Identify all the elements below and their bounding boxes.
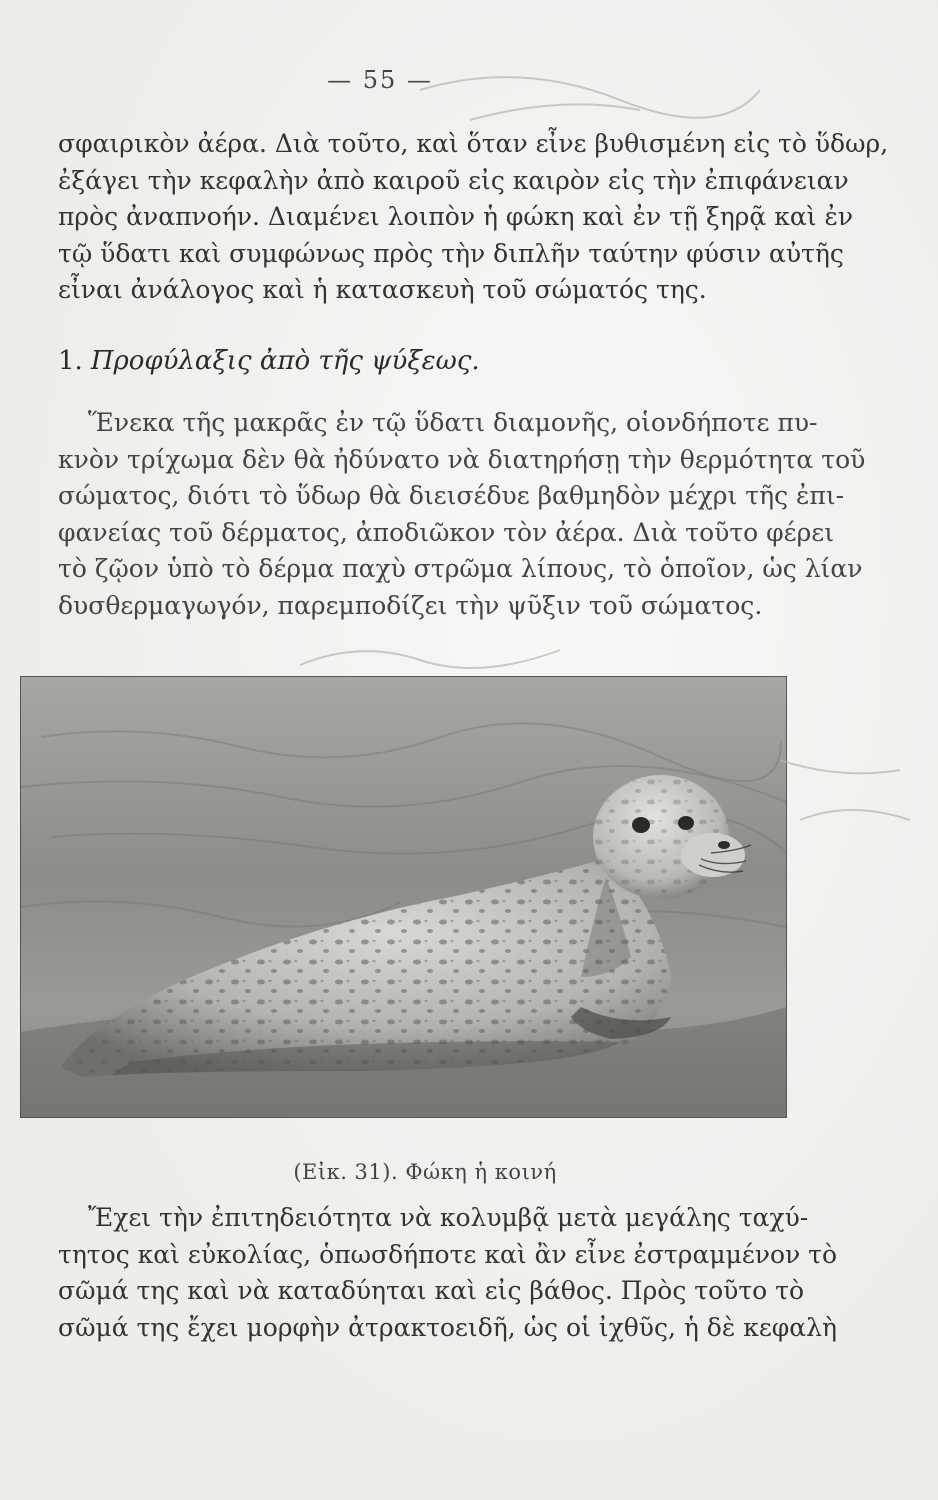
seal-photograph: [20, 676, 787, 1118]
text-line: σῶμά της ἔχει μορφὴν ἀτρακτοειδῆ, ὡς οἱ ἰχθῦς, ἡ δὲ κεφαλὴ: [58, 1312, 838, 1342]
section-title: Προφύλαξις ἀπὸ τῆς ψύξεως.: [90, 346, 480, 376]
page-number: — 55 —: [327, 66, 433, 94]
text-line: πρὸς ἀναπνοήν. Διαμένει λοιπὸν ἡ φώκη καὶ ἐν τῇ ξηρᾷ καὶ ἐν: [58, 202, 854, 231]
figure-caption: (Εἰκ. 31). Φώκη ἡ κοινή: [293, 1160, 557, 1184]
section-number: 1.: [58, 346, 83, 376]
section-heading: [58, 346, 480, 376]
seal-illustration: [21, 677, 786, 1117]
text-line: σῶμά της καὶ νὰ καταδύηται καὶ εἰς βάθος. Πρὸς τοῦτο τὸ: [58, 1276, 805, 1305]
paragraph-bottom: [58, 1200, 838, 1346]
text-line: τὸ ζῷον ὑπὸ τὸ δέρμα παχὺ στρῶμα λίπους, τὸ ὁποῖον, ὡς λίαν: [58, 554, 863, 583]
text-line: ἐξάγει τὴν κεφαλὴν ἀπὸ καιροῦ εἰς καιρὸν εἰς τὴν ἐπιφάνειαν: [58, 165, 849, 195]
paragraph-mid: [58, 405, 866, 624]
text-line: κνὸν τρίχωμα δὲν θὰ ἠδύνατο νὰ διατηρήσῃ τὴν θερμότητα τοῦ: [58, 444, 866, 474]
text-line: Ἔχει τὴν ἐπιτηδειότητα νὰ κολυμβᾷ μετὰ μεγάλης ταχύ-: [88, 1203, 809, 1232]
text-line: εἶναι ἀνάλογος καὶ ἡ κατασκευὴ τοῦ σώματός της.: [58, 275, 707, 304]
text-line: σφαιρικὸν ἀέρα. Διὰ τοῦτο, καὶ ὅταν εἶνε βυθισμένη εἰς τὸ ὕδωρ,: [58, 129, 889, 158]
text-line: τῷ ὕδατι καὶ συμφώνως πρὸς τὴν διπλῆν ταύτην φύσιν αὐτῆς: [58, 238, 844, 268]
text-line: φανείας τοῦ δέρματος, ἀποδιῶκον τὸν ἀέρα. Διὰ τοῦτο φέρει: [58, 517, 835, 547]
text-line: σώματος, διότι τὸ ὕδωρ θὰ διεισέδυε βαθμηδὸν μέχρι τῆς ἐπι-: [58, 481, 845, 510]
text-line: Ἕνεκα τῆς μακρᾶς ἐν τῷ ὕδατι διαμονῆς, οἱονδήποτε πυ-: [88, 408, 818, 437]
paragraph-top: [58, 126, 889, 309]
text-line: τητος καὶ εὐκολίας, ὁπωσδήποτε καὶ ἂν εἶνε ἐστραμμένον τὸ: [58, 1239, 838, 1269]
text-line: δυσθερμαγωγόν, παρεμποδίζει τὴν ψῦξιν τοῦ σώματος.: [58, 590, 763, 620]
